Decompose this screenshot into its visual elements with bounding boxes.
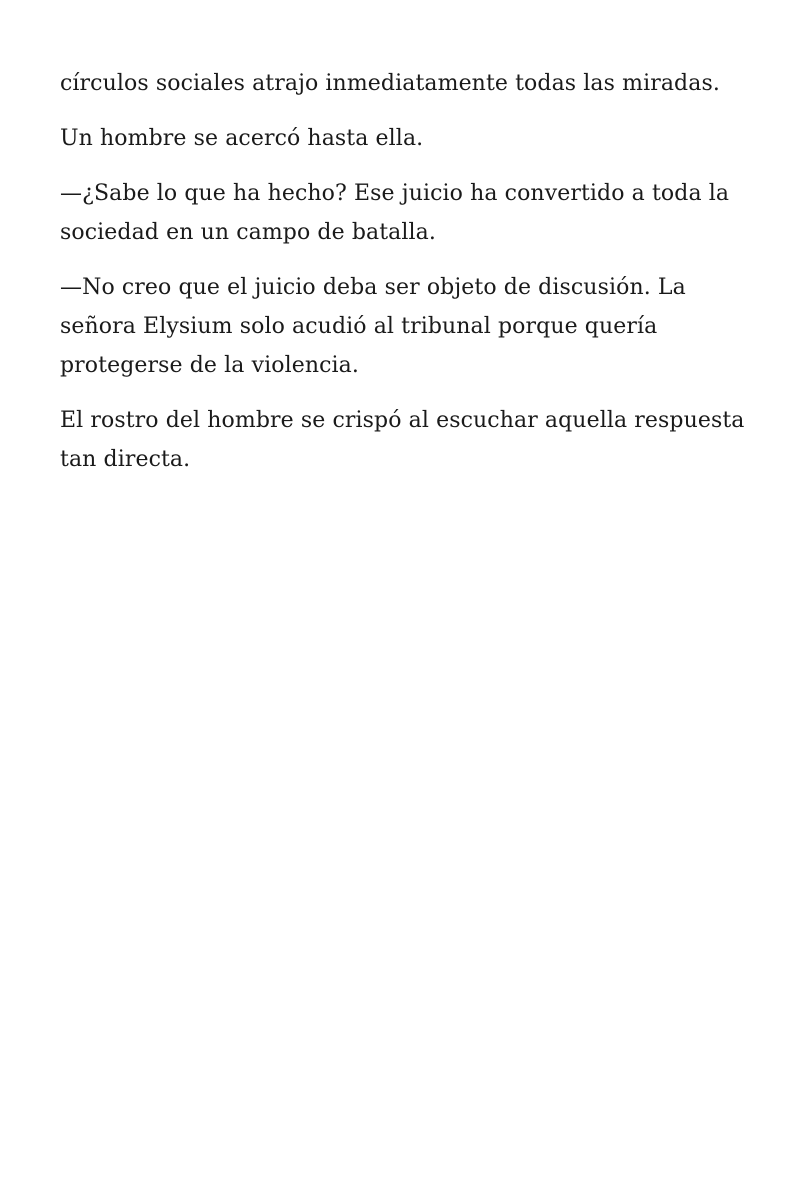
paragraph-5: El rostro del hombre se crispó al escuchar aquella respuesta tan directa. [60,408,745,472]
paragraph-3: —¿Sabe lo que ha hecho? Ese juicio ha convertido a toda la sociedad en un campo de batalla. [60,181,730,245]
page-text-body [60,64,750,495]
paragraph-1: círculos sociales atrajo inmediatamente todas las miradas. [60,71,720,96]
paragraph-2: Un hombre se acercó hasta ella. [60,126,424,151]
paragraph-4: —No creo que el juicio deba ser objeto de discusión. La señora Elysium solo acudió al tribunal porque quería protegerse de la violencia. [60,275,686,378]
